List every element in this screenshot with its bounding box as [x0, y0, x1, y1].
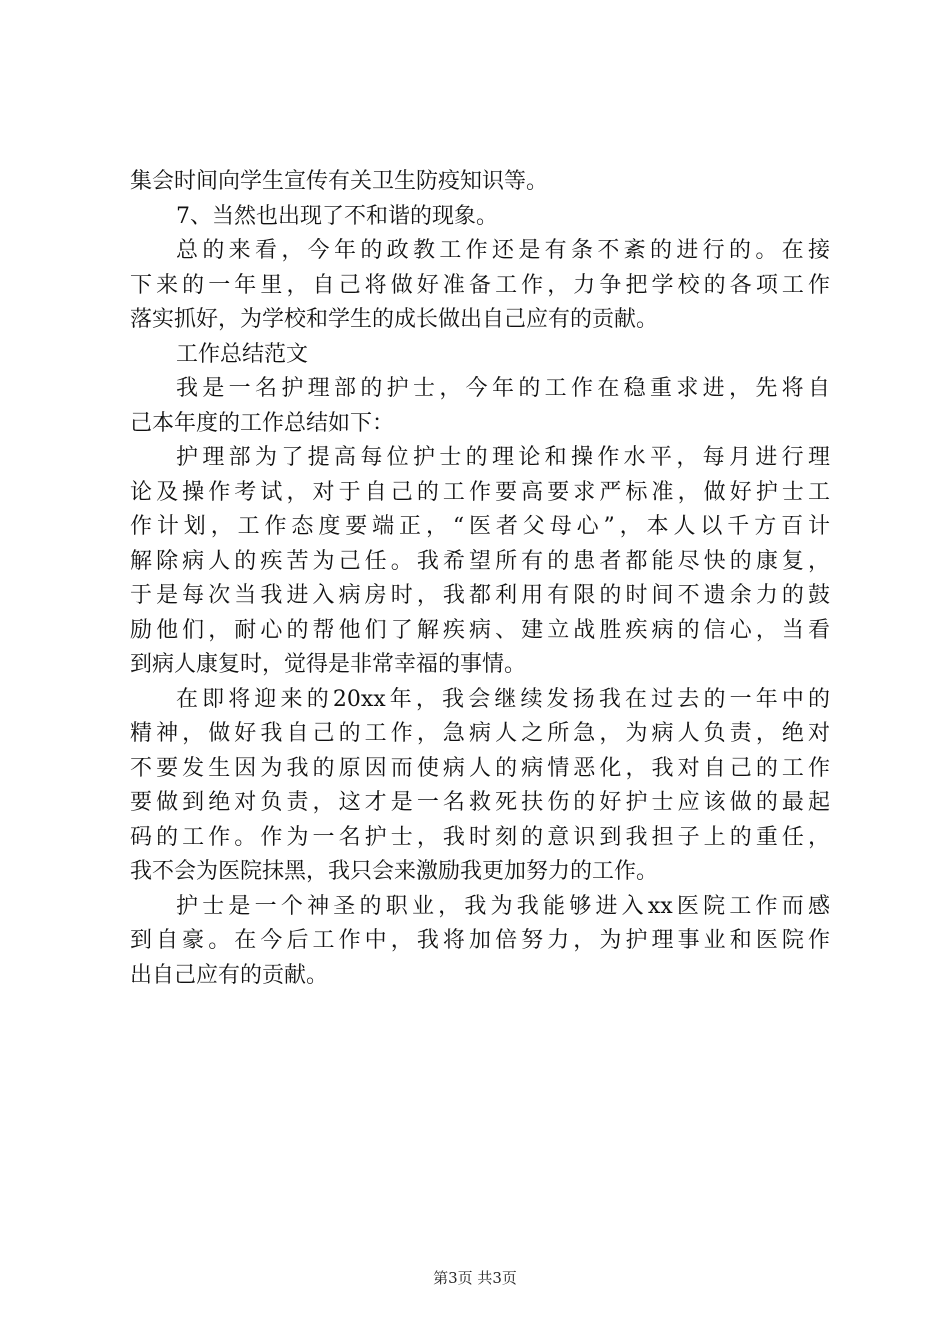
text-line: 我是一名护理部的护士，今年的工作在稳重求进，先将自 [176, 376, 830, 401]
text-line: 我不会为医院抹黑，我只会来激励我更加努力的工作。 [130, 859, 659, 884]
text-line: 不要发生因为我的原因而使病人的病情恶化，我对自己的工作 [130, 755, 830, 781]
text-line: 护士是一个神圣的职业，我为我能够进入xx医院工作而感 [176, 893, 830, 919]
text-line: 护理部为了提高每位护士的理论和操作水平，每月进行理 [176, 445, 830, 470]
text-line: 到病人康复时，觉得是非常幸福的事情。 [130, 652, 527, 677]
text-line: 出自己应有的贡献。 [130, 962, 329, 988]
text-line: 工作总结范文 [176, 341, 309, 367]
text-line: 下来的一年里，自己将做好准备工作，力争把学校的各项工作 [130, 272, 830, 298]
text-line: 落实抓好，为学校和学生的成长做出自己应有的贡献。 [130, 307, 659, 332]
text-line: 集会时间向学生宣传有关卫生防疫知识等。 [130, 169, 549, 194]
text-line: 精神，做好我自己的工作，急病人之所急，为病人负责，绝对 [130, 721, 830, 746]
text-line: 解除病人的疾苦为己任。我希望所有的患者都能尽快的康复， [130, 548, 830, 574]
text-line: 作计划，工作态度要端正，“医者父母心”，本人以千方百计 [130, 514, 830, 539]
text-line: 己本年度的工作总结如下： [130, 410, 395, 436]
text-line: 7、当然也出现了不和谐的现象。 [176, 203, 498, 229]
text-line: 论及操作考试，对于自己的工作要高要求严标准，做好护士工 [130, 479, 830, 505]
text-line: 总的来看，今年的政教工作还是有条不紊的进行的。在接 [176, 238, 830, 263]
text-line: 于是每次当我进入病房时，我都利用有限的时间不遗余力的鼓 [130, 583, 830, 608]
text-line: 在即将迎来的20xx年，我会继续发扬我在过去的一年中的 [176, 686, 830, 712]
text-line: 码的工作。作为一名护士，我时刻的意识到我担子上的重任， [130, 824, 830, 850]
text-line: 到自豪。在今后工作中，我将加倍努力，为护理事业和医院作 [130, 928, 830, 953]
text-line: 要做到绝对负责，这才是一名救死扶伤的好护士应该做的最起 [130, 790, 830, 815]
text-line: 励他们，耐心的帮他们了解疾病、建立战胜疾病的信心，当看 [130, 617, 830, 643]
page-footer: 第3页 共3页 [433, 1269, 517, 1287]
document-body [130, 165, 830, 993]
